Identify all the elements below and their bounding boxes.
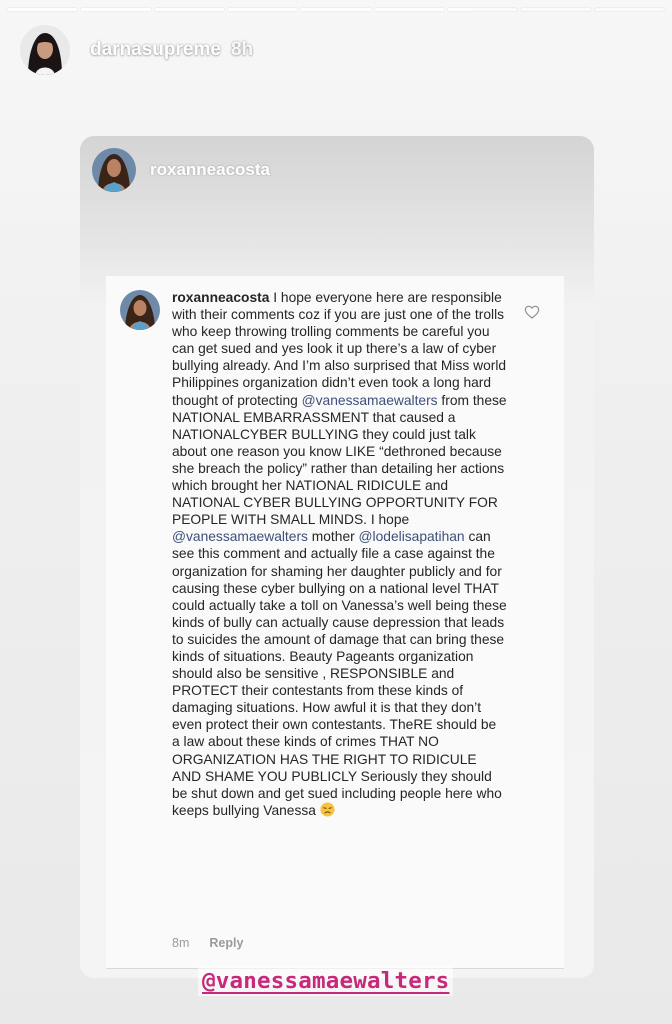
progress-segment <box>595 8 664 11</box>
progress-segment-fill <box>375 8 444 11</box>
mention-link[interactable]: @lodelisapatihan <box>358 529 465 545</box>
progress-segment-fill <box>8 8 77 11</box>
comment-text-part: can see this comment and actually file a case against the organization for shaming her daughter publicly and for causing these cyber bullying on a national level THAT could actually take a toll on Vanessa’s well being these kinds of bully can actually cause depression that leads to suicides the amount of damage that can bring these kinds of situations. Beauty Pageants organization should also be sensitive , RESPONSIBLE and PROTECT their contestants from these kinds of damaging situations. How awful it is that they don’t even protect their own contestants. TheRE should be a law about these kinds of crimes THAT NO ORGANIZATION HAS THE RIGHT TO RIDICULE AND SHAME YOU PUBLICLY Seriously they should be shut down and get sued including people here who keeps bullying Vanessa <box>172 529 507 818</box>
progress-segment-fill <box>228 8 297 11</box>
progress-segment <box>521 8 590 11</box>
comment-timestamp: 8m <box>172 936 190 950</box>
comment-text-part: I hope everyone here are responsible with their comments coz if you are just one of the trolls who keep throwing trolling comments be careful you can get sued and yes look it up there’s a law of cyber bullying already. And I’m also surprised that Miss world Philippines organization didn’t even took a long hard thought of protecting <box>172 290 507 408</box>
progress-segment-fill <box>301 8 370 11</box>
progress-segment-fill <box>81 8 150 11</box>
story-progress-bar <box>8 8 664 11</box>
post-author-avatar[interactable] <box>92 148 136 192</box>
heart-outline-icon[interactable] <box>524 304 540 320</box>
progress-segment <box>81 8 150 11</box>
comment-author-username[interactable]: roxanneacosta <box>172 290 270 305</box>
mention-link[interactable]: @vanessamaewalters <box>301 392 438 408</box>
post-author-username[interactable]: roxanneacosta <box>150 160 270 179</box>
progress-segment-fill <box>155 8 224 11</box>
progress-segment <box>375 8 444 11</box>
post-header <box>92 148 270 192</box>
progress-segment <box>8 8 77 11</box>
comment-author-avatar[interactable] <box>120 290 160 330</box>
progress-segment-fill <box>448 8 472 11</box>
comment-meta <box>172 936 243 950</box>
comment-text-part: mother <box>307 529 359 545</box>
mention-sticker[interactable]: @vanessamaewalters <box>198 966 453 996</box>
mention-link[interactable]: @vanessamaewalters <box>172 529 308 545</box>
progress-segment <box>301 8 370 11</box>
comment-text <box>172 289 507 819</box>
story-avatar[interactable] <box>20 25 70 75</box>
progress-segment <box>155 8 224 11</box>
story-username[interactable]: darnasupreme <box>90 39 221 60</box>
progress-segment <box>448 8 517 11</box>
progress-segment <box>228 8 297 11</box>
story-timestamp: 8h <box>230 39 254 60</box>
reply-button[interactable]: Reply <box>209 936 244 950</box>
comment-text-part: from these NATIONAL EMBARRASSMENT that caused a NATIONALCYBER BULLYING they could just talk about one reason you know LIKE “dethroned because she breach the policy” rather than detailing her actions which brought her NATIONAL RIDICULE and NATIONAL CYBER BULLYING OPPORTUNITY FOR PEOPLE WITH SMALL MINDS. I hope <box>172 392 507 528</box>
comment-item <box>106 276 564 968</box>
disappointed-face-icon <box>320 802 335 817</box>
story-header <box>20 24 253 76</box>
